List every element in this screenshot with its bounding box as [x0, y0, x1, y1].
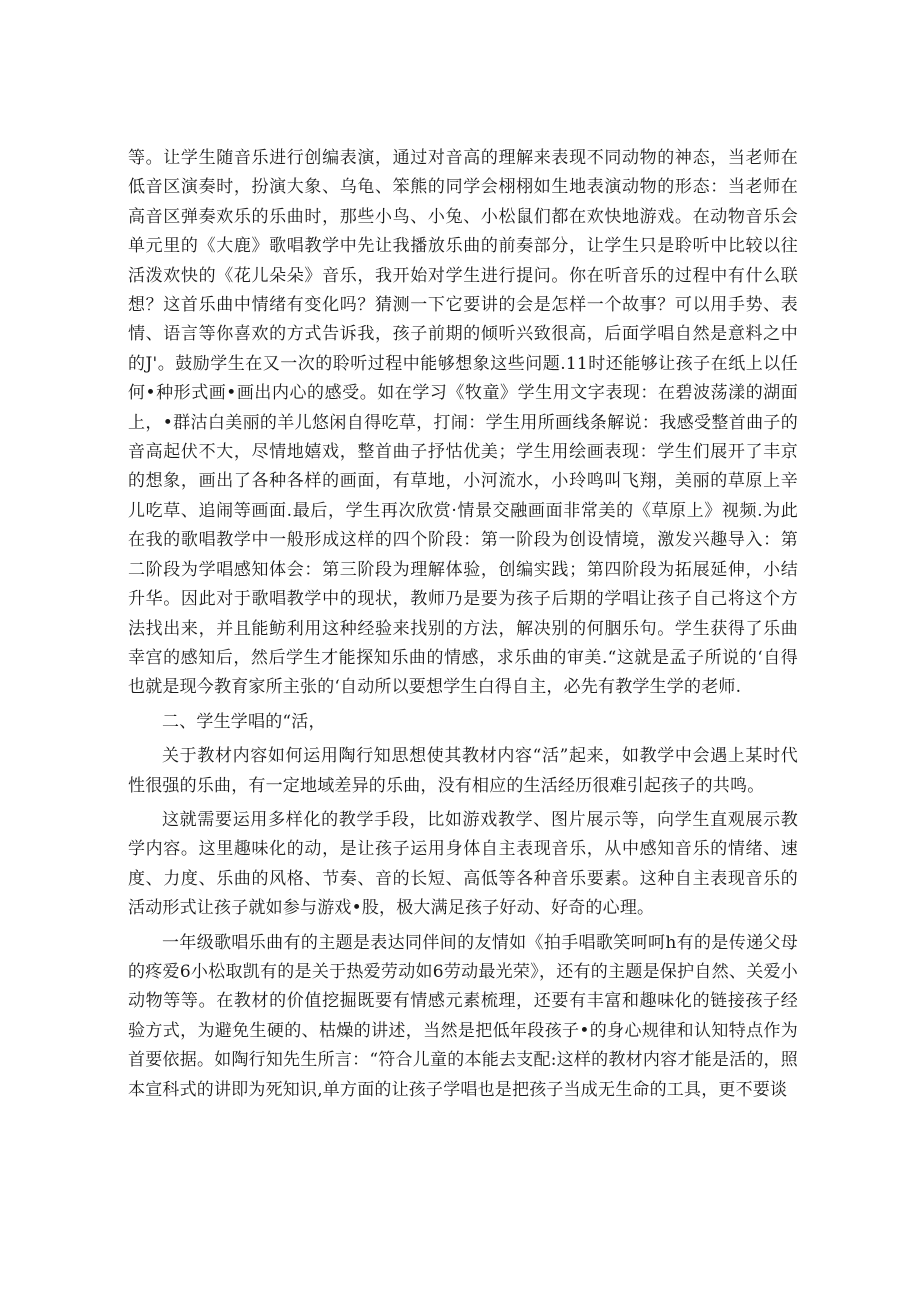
section-heading: 二、学生学唱的“活，	[162, 711, 326, 732]
paragraph-continuation: 等。让学生随音乐进行创编表演，通过对音高的理解来表现不同动物的神态，当老师在低音区演奏时，扮演大象、乌龟、笨熊的同学会栩栩如生地表演动物的形态：当老师在高音区弹奏欢乐的乐曲时，那些小鸟、小兔、小松鼠们都在欢快地游戏。在动物音乐会单元里的《大鹿》歌唱教学中先让我播放乐曲的前奏部分，让学生只是聆听中比较以往活泼欢快的《花儿朵朵》音乐，我开始对学生进行提问。你在听音乐的过程中有什么联想？这首乐曲中情绪有变化吗？猜测一下它要讲的会是怎样一个故事？可以用手势、表情、语言等你喜欢的方式告诉我，孩子前期的倾听兴致很高，后面学唱自然是意料之中的J'。鼓励学生在又一次的聆听过程中能够想象这些问题.11时还能够让孩子在纸上以任何•种形式画•画出内心的感受。如在学习《牧童》学生用文字表现：在碧波荡漾的湖面上，•群沽白美丽的羊儿悠闲自得吃草，打闹：学生用所画线条解说：我感受整首曲子的音高起伏不大，尽情地嬉戏，整首曲子抒怙优美；学生用绘画表现：学生们展开了丰京的想象，画出了各种各样的画面，有草地，小河流水，小玲鸣叫飞翔，美丽的草原上辛儿吃草、追闹等画面.最后，学生再次欣赏·情景交融画面非常美的《草原上》视频.为此在我的歌唱教学中一般形成这样的四个阶段：第一阶段为创设情境，激发兴趣导入：第二阶段为学唱感知体会：第三阶段为理解体验，创编实践；第四阶段为拓展延伸，小结升华。因此对于歌唱教学中的现状，教师乃是要为孩子后期的学唱让孩子自己将这个方法找出来，并且能鲂利用这种经验来找别的方法，解决别的何胭乐句。学生获得了乐曲幸宫的感知后，然后学生才能探知乐曲的情感，求乐曲的审美.“这就是孟子所说的‘自得也就是现今教育家所主张的‘自动所以要想学生白得自主，必先有教学生学的老师.	[128, 148, 798, 698]
paragraph-teaching-materials: 关于教材内容如何运用陶行知思想使其教材内容“活”起来，如教学中会遇上某时代性很强的乐曲，有一定地域差异的乐曲，没有相应的生活经历很难引起孩子的共鸣。	[128, 746, 798, 796]
paragraph-grade-one-songs: 一年级歌唱乐曲有的主题是表达同伴间的友情如《拍手唱歌笑呵呵h有的是传递父母的疼爱6小松取凯有的是关于热爱劳动如6劳动最光荣》，还有的主题是保护自然、关爱小动物等等。在教材的价值挖掘既要有情感元素梳理，还要有丰富和趣味化的链接孩子经验方式，为避免生硬的、枯燥的讲述，当然是把低年段孩子•的身心规律和认知特点作为首要依据。如陶行知先生所言：“符合儿童的本能去支配:这样的教材内容才能是活的，照本宣科式的讲即为死知识,单方面的让孩子学唱也是把孩子当成无生命的工具，更不要谈	[128, 932, 798, 1100]
document-body	[128, 144, 798, 1110]
paragraph-teaching-methods: 这就需要运用多样化的教学手段，比如游戏教学、图片展示等，向学生直观展示教学内容。这里趣味化的动，是让孩子运用身体自主表现音乐，从中感知音乐的情绪、速度、力度、乐曲的风格、节奏、音的长短、高低等各种音乐要素。这种自主表现音乐的活动形式让孩子就如参与游戏•股，极大满足孩子好动、好奇的心理。	[128, 809, 798, 919]
